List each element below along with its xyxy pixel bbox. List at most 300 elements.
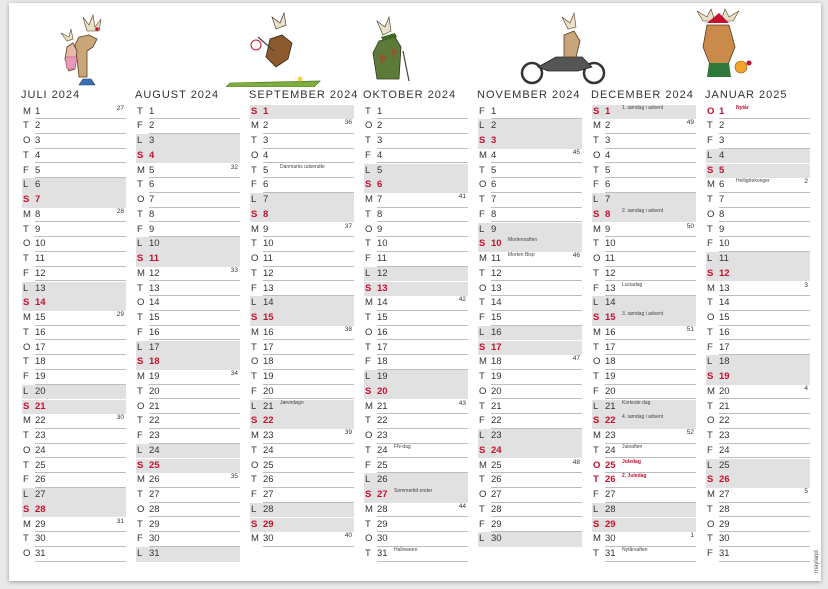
row-rule xyxy=(35,561,126,562)
day-row xyxy=(592,193,696,208)
day-row xyxy=(136,223,240,238)
day-row xyxy=(364,473,468,488)
weekday-letter: O xyxy=(137,194,145,205)
weekday-letter: O xyxy=(23,341,31,353)
day-row xyxy=(136,164,240,179)
day-number: 9 xyxy=(605,223,611,235)
day-number: 27 xyxy=(491,489,502,500)
day-row xyxy=(706,237,810,252)
day-row xyxy=(136,134,240,149)
day-number: 21 xyxy=(149,400,160,412)
day-row xyxy=(250,473,354,488)
day-number: 21 xyxy=(719,400,730,412)
day-number: 16 xyxy=(605,326,616,338)
day-row xyxy=(478,518,582,533)
day-number: 6 xyxy=(263,179,269,191)
day-number: 13 xyxy=(263,282,274,294)
weekday-letter: L xyxy=(251,503,257,515)
day-row xyxy=(22,503,126,518)
weekday-letter: O xyxy=(593,459,601,471)
weekday-letter: T xyxy=(707,194,713,205)
day-row xyxy=(250,296,354,311)
weekday-letter: O xyxy=(707,415,715,427)
weekday-letter: M xyxy=(707,489,715,500)
day-number: 1 xyxy=(149,105,155,117)
day-row xyxy=(592,237,696,252)
day-number: 30 xyxy=(605,533,616,545)
weekday-letter: L xyxy=(479,326,485,338)
brand-logo: mayland xyxy=(814,550,820,573)
day-number: 23 xyxy=(35,430,46,441)
day-number: 22 xyxy=(491,415,502,427)
day-row xyxy=(592,385,696,400)
day-row xyxy=(478,385,582,400)
weekday-letter: T xyxy=(479,194,485,205)
day-number: 27 xyxy=(149,489,160,500)
day-row xyxy=(250,518,354,533)
day-number: 25 xyxy=(605,459,616,471)
day-number: 5 xyxy=(491,164,497,176)
day-number: 17 xyxy=(263,341,274,353)
day-number: 26 xyxy=(149,474,160,486)
day-row xyxy=(364,414,468,429)
weekday-letter: O xyxy=(251,356,259,368)
day-row xyxy=(706,311,810,326)
weekday-letter: L xyxy=(365,164,371,176)
day-row xyxy=(592,252,696,267)
day-row xyxy=(250,105,354,120)
weekday-letter: S xyxy=(365,489,372,500)
week-number: 37 xyxy=(344,222,352,230)
day-number: 19 xyxy=(149,371,160,382)
day-row xyxy=(136,208,240,223)
weekday-letter: T xyxy=(137,489,143,500)
day-row xyxy=(22,164,126,179)
weekday-letter: S xyxy=(251,518,258,530)
day-row xyxy=(22,518,126,533)
day-row xyxy=(592,178,696,193)
week-number: 45 xyxy=(572,148,580,156)
day-row xyxy=(22,355,126,370)
day-note: Juleaften xyxy=(622,443,643,450)
weekday-letter: O xyxy=(479,489,487,500)
weekday-letter: T xyxy=(23,356,29,368)
day-row xyxy=(478,459,582,474)
day-number: 25 xyxy=(491,459,502,471)
day-number: 4 xyxy=(263,149,269,161)
day-number: 4 xyxy=(605,149,611,161)
day-number: 2 xyxy=(491,120,497,132)
day-row xyxy=(592,105,696,120)
day-number: 28 xyxy=(149,503,160,515)
day-number: 29 xyxy=(149,518,160,530)
day-row xyxy=(136,178,240,193)
day-row xyxy=(478,444,582,459)
two-moose-in-bathwear-icon xyxy=(9,7,113,87)
weekday-letter: O xyxy=(23,444,31,456)
day-number: 12 xyxy=(35,267,46,279)
weekday-letter: O xyxy=(23,548,31,559)
day-number: 13 xyxy=(377,282,388,294)
day-row xyxy=(136,473,240,488)
day-number: 5 xyxy=(35,164,41,176)
day-number: 19 xyxy=(491,371,502,382)
weekday-letter: M xyxy=(137,267,145,279)
weekday-letter: M xyxy=(251,120,259,132)
day-row xyxy=(592,414,696,429)
day-row xyxy=(706,296,810,311)
day-row xyxy=(592,208,696,223)
day-row xyxy=(250,400,354,415)
day-number: 8 xyxy=(377,208,383,220)
weekday-letter: T xyxy=(593,444,599,456)
day-row xyxy=(592,267,696,282)
weekday-letter: T xyxy=(707,297,713,309)
day-number: 13 xyxy=(149,282,160,294)
day-row xyxy=(592,444,696,459)
day-number: 6 xyxy=(35,179,41,191)
day-row xyxy=(136,503,240,518)
weekday-letter: T xyxy=(365,312,371,323)
day-row xyxy=(364,503,468,518)
day-number: 1 xyxy=(35,105,41,117)
day-number: 1 xyxy=(263,105,269,117)
day-number: 30 xyxy=(719,533,730,545)
day-number: 24 xyxy=(719,444,730,456)
weekday-letter: F xyxy=(365,149,371,161)
weekday-letter: M xyxy=(593,533,601,545)
day-row xyxy=(136,355,240,370)
day-row xyxy=(136,429,240,444)
day-number: 20 xyxy=(605,385,616,397)
weekday-letter: T xyxy=(251,267,257,279)
day-number: 10 xyxy=(149,238,160,250)
weekday-letter: L xyxy=(593,194,599,205)
weekday-letter: L xyxy=(707,459,713,471)
day-number: 7 xyxy=(149,194,155,205)
day-number: 23 xyxy=(491,430,502,441)
day-row xyxy=(250,341,354,356)
day-row xyxy=(250,503,354,518)
weekday-letter: F xyxy=(137,223,143,235)
day-row xyxy=(364,355,468,370)
day-row xyxy=(250,532,354,547)
day-note: Luciadag xyxy=(622,281,643,288)
day-row xyxy=(706,149,810,164)
weekday-letter: F xyxy=(251,385,257,397)
day-row xyxy=(136,459,240,474)
day-number: 11 xyxy=(605,253,615,264)
day-number: 21 xyxy=(263,400,274,412)
day-number: 19 xyxy=(263,371,274,382)
week-number: 39 xyxy=(344,429,352,436)
weekday-letter: S xyxy=(251,105,258,117)
day-number: 4 xyxy=(35,149,41,161)
day-row xyxy=(364,385,468,400)
day-row xyxy=(478,282,582,297)
day-number: 9 xyxy=(719,223,725,235)
day-number: 9 xyxy=(263,223,269,235)
day-row xyxy=(478,193,582,208)
day-number: 14 xyxy=(149,297,160,309)
day-number: 31 xyxy=(605,548,616,559)
day-number: 31 xyxy=(719,548,730,559)
week-number: 52 xyxy=(686,429,694,436)
day-number: 24 xyxy=(377,444,388,456)
day-row xyxy=(136,518,240,533)
weekday-letter: M xyxy=(479,356,487,368)
weekday-letter: F xyxy=(23,164,29,176)
weekday-letter: O xyxy=(479,282,487,294)
day-row xyxy=(136,149,240,164)
day-number: 29 xyxy=(605,518,616,530)
day-number: 22 xyxy=(605,415,616,427)
weekday-letter: T xyxy=(593,548,599,559)
day-row xyxy=(364,532,468,547)
weekday-letter: O xyxy=(137,503,145,515)
day-row xyxy=(478,105,582,120)
week-number: 49 xyxy=(686,119,694,127)
weekday-letter: T xyxy=(593,341,599,353)
day-note: Nytårsaften xyxy=(622,547,648,553)
day-number: 29 xyxy=(263,518,274,530)
week-number: 43 xyxy=(458,399,466,407)
weekday-letter: M xyxy=(707,282,715,294)
day-number: 26 xyxy=(35,474,46,486)
moose-playing-golf-icon xyxy=(187,7,337,87)
day-row xyxy=(478,400,582,415)
day-row xyxy=(22,326,126,341)
day-number: 3 xyxy=(149,135,155,146)
day-number: 3 xyxy=(263,135,269,146)
day-number: 16 xyxy=(263,326,274,338)
day-number: 20 xyxy=(377,385,388,397)
weekday-letter: M xyxy=(137,164,145,176)
day-number: 9 xyxy=(149,223,155,235)
day-number: 26 xyxy=(605,474,616,486)
weekday-letter: L xyxy=(23,489,29,500)
weekday-letter: S xyxy=(365,385,372,397)
row-rule xyxy=(377,561,468,562)
day-number: 16 xyxy=(149,326,160,338)
day-number: 1 xyxy=(719,105,725,117)
day-number: 6 xyxy=(377,179,383,191)
day-row xyxy=(592,488,696,503)
day-number: 10 xyxy=(263,238,274,250)
day-row xyxy=(22,444,126,459)
weekday-letter: T xyxy=(707,430,713,441)
weekday-letter: M xyxy=(479,253,487,264)
weekday-letter: S xyxy=(137,356,144,368)
day-row xyxy=(136,296,240,311)
weekday-letter: T xyxy=(23,223,29,235)
day-number: 10 xyxy=(377,238,388,250)
day-number: 2 xyxy=(149,120,155,132)
day-number: 19 xyxy=(605,371,616,382)
day-row xyxy=(706,119,810,134)
weekday-letter: O xyxy=(365,326,373,338)
day-number: 16 xyxy=(35,326,46,338)
day-number: 16 xyxy=(491,326,502,338)
day-number: 7 xyxy=(35,194,41,205)
weekday-letter: L xyxy=(593,400,599,412)
week-number: 27 xyxy=(116,104,124,112)
day-row xyxy=(22,252,126,267)
day-row xyxy=(364,282,468,297)
weekday-letter: F xyxy=(137,326,143,338)
day-number: 5 xyxy=(263,164,269,176)
day-row xyxy=(478,532,582,547)
day-row xyxy=(22,208,126,223)
weekday-letter: F xyxy=(593,489,599,500)
day-number: 7 xyxy=(263,194,269,205)
day-row xyxy=(364,267,468,282)
weekday-letter: O xyxy=(365,430,373,441)
weekday-letter: T xyxy=(251,444,257,456)
day-row xyxy=(250,267,354,282)
weekday-letter: L xyxy=(479,430,485,441)
day-row xyxy=(136,267,240,282)
weekday-letter: O xyxy=(593,149,601,161)
weekday-letter: M xyxy=(593,223,601,235)
week-number: 3 xyxy=(804,281,808,289)
weekday-letter: T xyxy=(479,474,485,486)
weekday-letter: L xyxy=(137,444,143,456)
weekday-letter: L xyxy=(707,149,713,161)
day-row xyxy=(364,444,468,459)
weekday-letter: S xyxy=(23,400,30,412)
day-number: 7 xyxy=(377,194,383,205)
day-row xyxy=(592,473,696,488)
day-number: 11 xyxy=(377,253,387,264)
day-number: 28 xyxy=(491,503,502,515)
weekday-letter: M xyxy=(23,518,31,530)
weekday-letter: O xyxy=(23,238,31,250)
weekday-letter: T xyxy=(365,135,371,146)
day-number: 28 xyxy=(377,503,388,515)
day-number: 17 xyxy=(35,341,46,353)
day-row xyxy=(364,164,468,179)
weekday-letter: T xyxy=(365,105,371,117)
day-row xyxy=(706,385,810,400)
day-row xyxy=(136,370,240,385)
weekday-letter: T xyxy=(137,282,143,294)
day-row xyxy=(136,193,240,208)
week-number: 30 xyxy=(116,414,124,422)
weekday-letter: L xyxy=(365,267,371,279)
day-number: 14 xyxy=(263,297,274,309)
weekday-letter: T xyxy=(479,164,485,176)
week-number: 46 xyxy=(572,252,580,259)
day-row xyxy=(136,400,240,415)
weekday-letter: T xyxy=(479,297,485,309)
day-row xyxy=(706,370,810,385)
day-row xyxy=(706,223,810,238)
day-number: 26 xyxy=(377,474,388,486)
month-column-september xyxy=(237,3,359,581)
week-number: 44 xyxy=(458,502,466,510)
day-number: 28 xyxy=(263,503,274,515)
day-row xyxy=(478,326,582,341)
day-number: 1 xyxy=(377,105,383,117)
weekday-letter: S xyxy=(23,503,30,515)
day-number: 22 xyxy=(35,415,46,427)
day-number: 10 xyxy=(491,238,502,250)
weekday-letter: O xyxy=(593,253,601,264)
week-number: 48 xyxy=(572,458,580,466)
day-row xyxy=(136,311,240,326)
day-number: 27 xyxy=(263,489,274,500)
month-heading: JULI 2024 xyxy=(21,89,81,101)
weekday-letter: T xyxy=(593,267,599,279)
day-row xyxy=(478,252,582,267)
weekday-letter: L xyxy=(251,400,257,412)
weekday-letter: S xyxy=(707,371,714,382)
day-row xyxy=(250,237,354,252)
day-row xyxy=(478,164,582,179)
day-number: 12 xyxy=(719,267,730,279)
day-number: 31 xyxy=(377,548,388,559)
day-row xyxy=(706,355,810,370)
weekday-letter: F xyxy=(707,341,713,353)
day-row xyxy=(592,119,696,134)
day-row xyxy=(706,532,810,547)
weekday-letter: S xyxy=(23,297,30,309)
weekday-letter: F xyxy=(23,371,29,382)
day-row xyxy=(706,105,810,120)
day-row xyxy=(706,267,810,282)
weekday-letter: M xyxy=(365,297,373,309)
day-row xyxy=(250,414,354,429)
day-row xyxy=(136,252,240,267)
day-row xyxy=(478,355,582,370)
weekday-letter: T xyxy=(137,385,143,397)
day-note: 4. søndag i advent xyxy=(622,414,664,421)
day-row xyxy=(364,237,468,252)
week-number: 36 xyxy=(344,119,352,127)
weekday-letter: L xyxy=(23,179,29,191)
day-row xyxy=(478,119,582,134)
day-number: 8 xyxy=(149,208,155,220)
weekday-letter: T xyxy=(251,164,257,176)
weekday-letter: F xyxy=(707,135,713,146)
day-row xyxy=(706,473,810,488)
calendar-sheet xyxy=(9,3,821,581)
day-number: 3 xyxy=(35,135,41,146)
weekday-letter: M xyxy=(479,149,487,161)
day-row xyxy=(250,311,354,326)
week-number: 50 xyxy=(686,222,694,230)
day-number: 26 xyxy=(719,474,730,486)
day-row xyxy=(592,311,696,326)
day-row xyxy=(364,370,468,385)
day-number: 1 xyxy=(491,105,497,117)
day-number: 24 xyxy=(263,444,274,456)
day-number: 10 xyxy=(719,238,730,250)
day-row xyxy=(22,296,126,311)
day-row xyxy=(250,223,354,238)
day-row xyxy=(364,134,468,149)
day-row xyxy=(706,282,810,297)
day-number: 8 xyxy=(35,208,41,220)
day-row xyxy=(478,488,582,503)
weekday-letter: M xyxy=(707,179,715,191)
day-number: 27 xyxy=(605,489,616,500)
month-heading: JANUAR 2025 xyxy=(705,89,788,101)
week-number: 47 xyxy=(572,355,580,363)
weekday-letter: T xyxy=(365,341,371,353)
weekday-letter: T xyxy=(365,238,371,250)
